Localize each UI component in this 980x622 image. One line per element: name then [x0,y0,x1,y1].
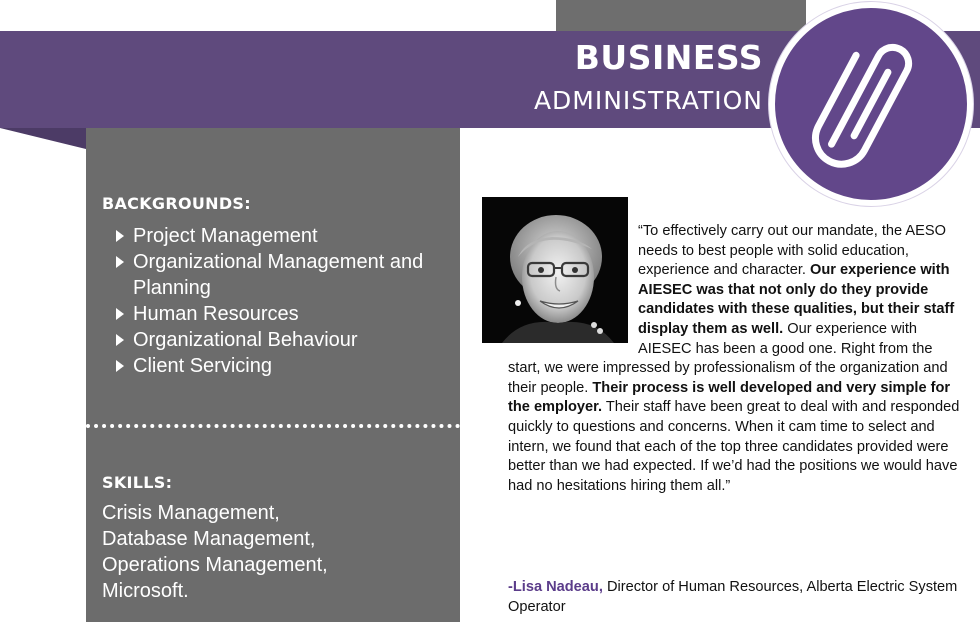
skills-text: Crisis Management, Database Management, Operations Management, Microsoft. [102,502,328,602]
list-item: Client Servicing [116,353,456,379]
skills-heading: SKILLS: [102,473,173,492]
testimonial-attribution [508,578,978,617]
attribution-role: Director of Human Resources, Alberta Electric System Operator [508,579,958,615]
dotted-divider [86,424,460,428]
header-gray-tab [556,0,806,32]
paperclip-badge [769,2,973,206]
photo-float-space [508,222,638,350]
list-item: Project Management [116,223,456,249]
paperclip-icon [775,8,967,200]
triangle-bullet-icon [116,360,124,372]
testimonial-quote: “To effectively carry out our mandate, the AESO needs to best people with solid education, experience and character. Our experience with AIESEC was that not only do they provide candidates with these qualities, but their staff display them as well. Our experience with AIESEC has been a good one. Right from the start, we were impressed by professionalism of the organization and their people. Their process is well developed and very simple for the employer. Their staff have been great to deal with and responded quickly to questions and concerns. When it cam time to select and intern, we found that each of the top three candidates provided were better than we had expected. If we’d had the positions we would have had no hesitations hiring them all.” [508,223,960,494]
list-item: Organizational Behaviour [116,327,456,353]
triangle-bullet-icon [116,334,124,346]
triangle-bullet-icon [116,308,124,320]
triangle-bullet-icon [116,256,124,268]
attribution-name: -Lisa Nadeau, [508,579,603,595]
left-info-panel [86,128,460,622]
backgrounds-list [116,223,456,379]
banner-shadow [0,128,90,150]
backgrounds-heading: BACKGROUNDS: [102,194,251,213]
list-item: Organizational Management and Planning [116,249,456,301]
page-title: BUSINESS [574,38,763,77]
triangle-bullet-icon [116,230,124,242]
list-item: Human Resources [116,301,456,327]
page-subtitle: ADMINISTRATION [533,86,763,115]
